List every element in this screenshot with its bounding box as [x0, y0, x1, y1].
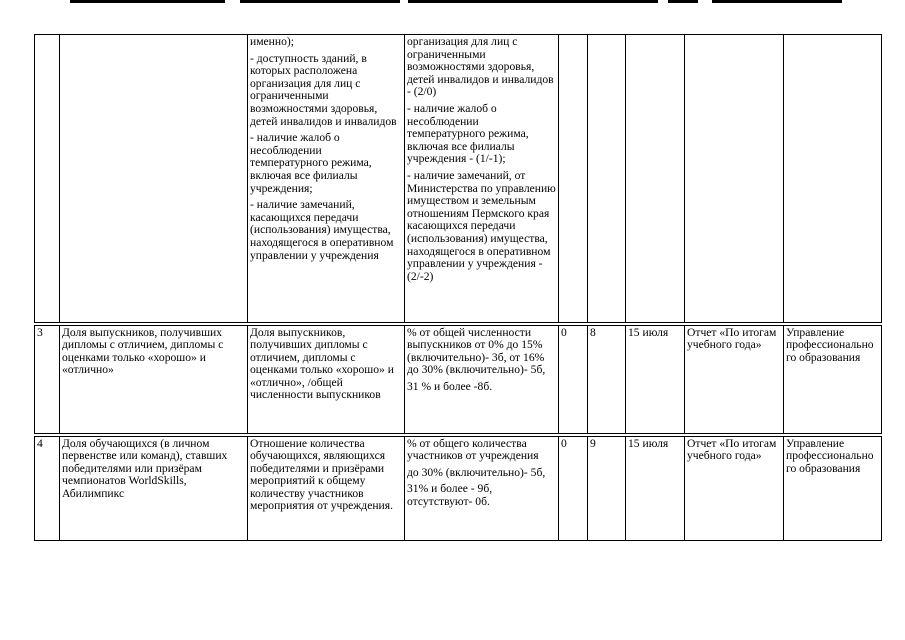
deadline: 15 июля	[626, 435, 685, 541]
scoring-criteria-paragraph: % от общей численности выпускников от 0% до 15% (включительно)- 3б, от 16% до 30% (включительно)- 5б,	[407, 325, 546, 377]
calculation-method-paragraph: - наличие замечаний, касающихся передачи (использования) имущества, находящегося в оперативном управлении у учреждения	[250, 198, 394, 262]
responsible-department: Управление профессионально го образования	[784, 324, 882, 435]
indicator-name	[60, 35, 248, 324]
max-score	[588, 35, 626, 324]
criteria-table	[34, 34, 882, 541]
top-rule	[668, 0, 698, 3]
scoring-criteria-paragraph: % от общего количества участников от учреждения	[407, 436, 539, 463]
top-rule	[240, 0, 400, 3]
calculation-method	[248, 435, 405, 541]
responsible-department: Управление профессионально го образования	[784, 435, 882, 541]
row-number: 4	[35, 435, 60, 541]
calculation-method-paragraph: - доступность зданий, в которых расположена организация для лиц с ограниченными возможностями здоровья, детей инвалидов и инвалидов	[250, 51, 397, 128]
min-score: 0	[559, 324, 588, 435]
scoring-criteria	[405, 435, 559, 541]
max-score: 9	[588, 435, 626, 541]
calculation-method	[248, 324, 405, 435]
scoring-criteria-paragraph: - наличие жалоб о несоблюдении температурного режима, включая все филиалы учреждения - (1/-1);	[407, 101, 529, 166]
scoring-criteria	[405, 35, 559, 324]
report-form: Отчет «По итогам учебного года»	[685, 435, 784, 541]
report-form: Отчет «По итогам учебного года»	[685, 324, 784, 435]
top-rule	[408, 0, 658, 3]
row-number: 3	[35, 324, 60, 435]
scoring-criteria-paragraph: 31% и более - 9б, отсутствуют- 0б.	[407, 482, 493, 508]
table-row	[35, 35, 882, 324]
scoring-criteria-paragraph: организация для лиц с ограниченными возможностями здоровья, детей инвалидов и инвалидов - (2/0)	[407, 35, 554, 99]
indicator-name: Доля обучающихся (в личном первенстве или команд), ставших победителями или призёрам чемпионатов WorldSkills, Абилимпикс	[60, 435, 248, 541]
min-score: 0	[559, 435, 588, 541]
max-score: 8	[588, 324, 626, 435]
scoring-criteria-paragraph: до 30% (включительно)- 5б,	[407, 465, 546, 479]
scoring-criteria-paragraph: - наличие замечаний, от Министерства по управлению имуществом и земельным отношениям Пермского края касающихся передачи (использования) имущества, находящегося в оперативном управлении у учреждения - (2/-2)	[407, 168, 556, 283]
calculation-method	[248, 35, 405, 324]
table-row	[35, 324, 882, 435]
calculation-method-paragraph: именно);	[250, 35, 294, 48]
table-row	[35, 435, 882, 541]
scoring-criteria	[405, 324, 559, 435]
responsible-department	[784, 35, 882, 324]
row-number	[35, 35, 60, 324]
deadline: 15 июля	[626, 324, 685, 435]
top-rule	[712, 0, 842, 3]
calculation-method-paragraph: - наличие жалоб о несоблюдении температурного режима, включая все филиалы учреждения;	[250, 131, 372, 195]
calculation-method-paragraph: Отношение количества обучающихся, являющихся победителями и призёрами мероприятий к общему количеству участников мероприятия от учреждения.	[250, 436, 393, 513]
top-rule	[70, 0, 225, 3]
report-form	[685, 35, 784, 324]
scoring-criteria-paragraph: 31 % и более -8б.	[407, 379, 493, 393]
calculation-method-paragraph: Доля выпускников, получивших дипломы с отличием, дипломы с оценками только «хорошо» и «отлично», /общей численности выпускников	[250, 325, 394, 402]
deadline	[626, 35, 685, 324]
min-score	[559, 35, 588, 324]
indicator-name: Доля выпускников, получивших дипломы с отличием, дипломы с оценками только «хорошо» и «отлично»	[60, 324, 248, 435]
